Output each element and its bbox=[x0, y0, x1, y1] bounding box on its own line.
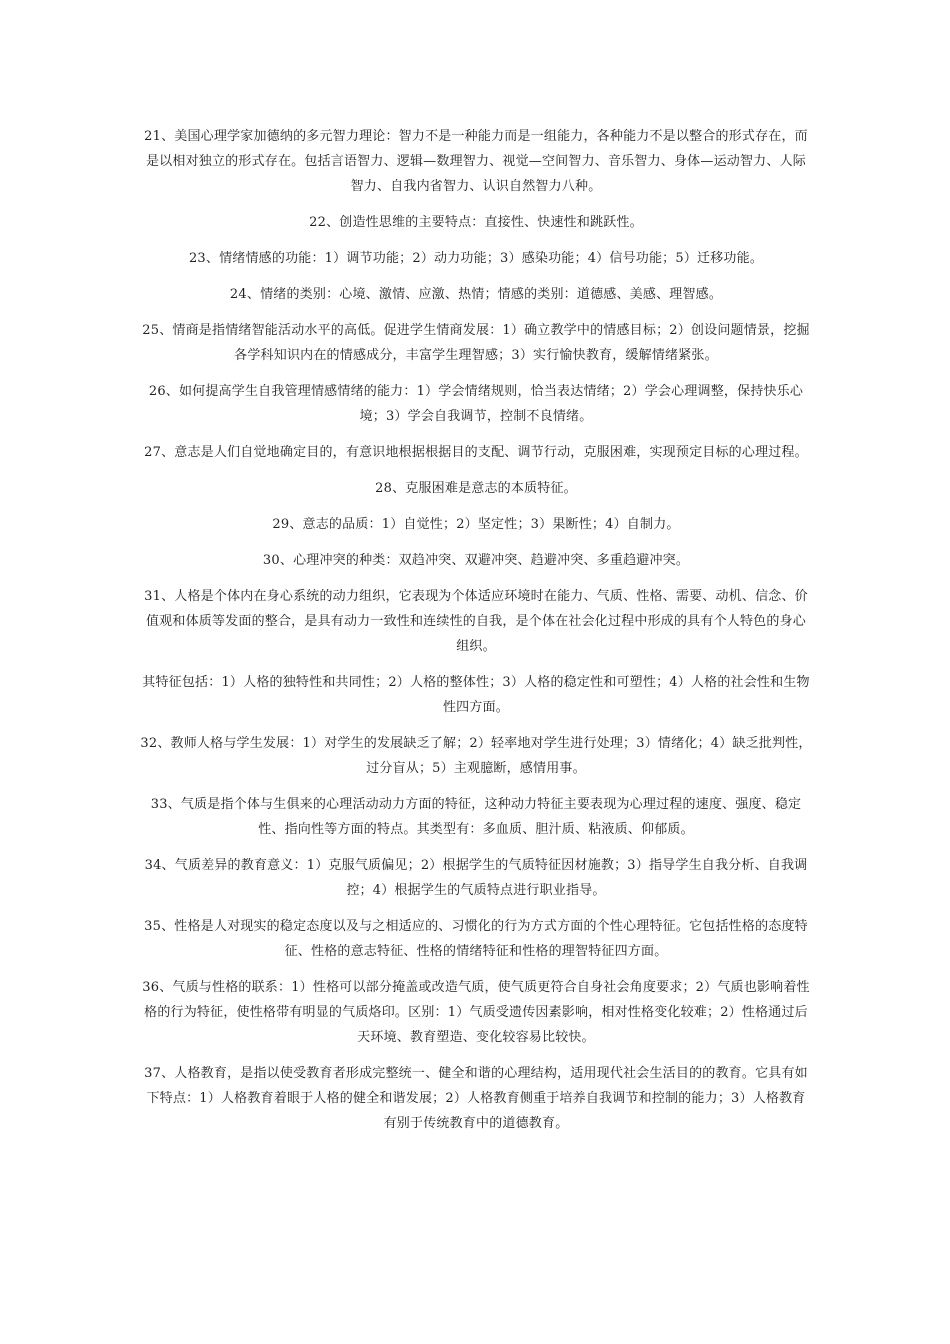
document-page bbox=[140, 124, 812, 1147]
paragraph-35: 35、性格是人对现实的稳定态度以及与之相适应的、习惯化的行为方式方面的个性心理特征。它包括性格的态度特征、性格的意志特征、性格的情绪特征和性格的理智特征四方面。 bbox=[144, 919, 808, 959]
paragraph-28: 28、克服困难是意志的本质特征。 bbox=[375, 481, 577, 496]
paragraph-23: 23、情绪情感的功能：1）调节功能；2）动力功能；3）感染功能；4）信号功能；5）迁移功能。 bbox=[188, 251, 764, 266]
paragraph-31: 31、人格是个体内在身心系统的动力组织，它表现为个体适应环境时在能力、气质、性格、需要、动机、信念、价值观和体质等发面的整合，是具有动力一致性和连续性的自我，是个体在社会化过程中形成的具有个人特色的身心组织。 bbox=[144, 589, 808, 654]
paragraph-29: 29、意志的品质：1）自觉性；2）坚定性；3）果断性；4）自制力。 bbox=[272, 517, 680, 532]
paragraph-25: 25、情商是指情绪智能活动水平的高低。促进学生情商发展：1）确立教学中的情感目标；2）创设问题情景，挖掘各学科知识内在的情感成分，丰富学生理智感；3）实行愉快教育，缓解情绪紧张。 bbox=[142, 323, 810, 363]
paragraph-26: 26、如何提高学生自我管理情感情绪的能力：1）学会情绪规则，恰当表达情绪；2）学会心理调整，保持快乐心境；3）学会自我调节，控制不良情绪。 bbox=[148, 384, 804, 424]
paragraph-27: 27、意志是人们自觉地确定目的，有意识地根据根据目的支配、调节行动，克服困难，实现预定目标的心理过程。 bbox=[144, 445, 808, 460]
paragraph-24: 24、情绪的类别：心境、激情、应激、热情；情感的类别：道德感、美感、理智感。 bbox=[229, 287, 723, 302]
paragraph-33: 33、气质是指个体与生俱来的心理活动动力方面的特征，这种动力特征主要表现为心理过程的速度、强度、稳定性、指向性等方面的特点。其类型有：多血质、胆汁质、粘液质、仰郁质。 bbox=[150, 797, 802, 837]
paragraph-22: 22、创造性思维的主要特点：直接性、快速性和跳跃性。 bbox=[309, 215, 643, 230]
paragraph-31-features: 其特征包括：1）人格的独特性和共同性；2）人格的整体性；3）人格的稳定性和可塑性；4）人格的社会性和生物性四方面。 bbox=[142, 675, 810, 715]
paragraph-34: 34、气质差异的教育意义：1）克服气质偏见；2）根据学生的气质特征因材施教；3）指导学生自我分析、自我调控；4）根据学生的气质特点进行职业指导。 bbox=[144, 858, 808, 898]
paragraph-21: 21、美国心理学家加德纳的多元智力理论：智力不是一种能力而是一组能力，各种能力不是以整合的形式存在，而是以相对独立的形式存在。包括言语智力、逻辑—数理智力、视觉—空间智力、音乐智力、身体—运动智力、人际智力、自我内省智力、认识自然智力八种。 bbox=[144, 129, 808, 194]
paragraph-36: 36、气质与性格的联系：1）性格可以部分掩盖或改造气质，使气质更符合自身社会角度要求；2）气质也影响着性格的行为特征，使性格带有明显的气质烙印。区别：1）气质受遗传因素影响，相对性格变化较难；2）性格通过后天环境、教育塑造、变化较容易比较快。 bbox=[142, 980, 810, 1045]
paragraph-30: 30、心理冲突的种类：双趋冲突、双避冲突、趋避冲突、多重趋避冲突。 bbox=[262, 553, 690, 568]
paragraph-37: 37、人格教育，是指以使受教育者形成完整统一、健全和谐的心理结构，适用现代社会生活目的的教育。它具有如下特点：1）人格教育着眼于人格的健全和谐发展；2）人格教育侧重于培养自我调节和控制的能力；3）人格教育有别于传统教育中的道德教育。 bbox=[144, 1066, 808, 1131]
paragraph-32: 32、教师人格与学生发展：1）对学生的发展缺乏了解；2）轻率地对学生进行处理；3）情绪化；4）缺乏批判性，过分盲从；5）主观臆断，感情用事。 bbox=[140, 736, 812, 776]
